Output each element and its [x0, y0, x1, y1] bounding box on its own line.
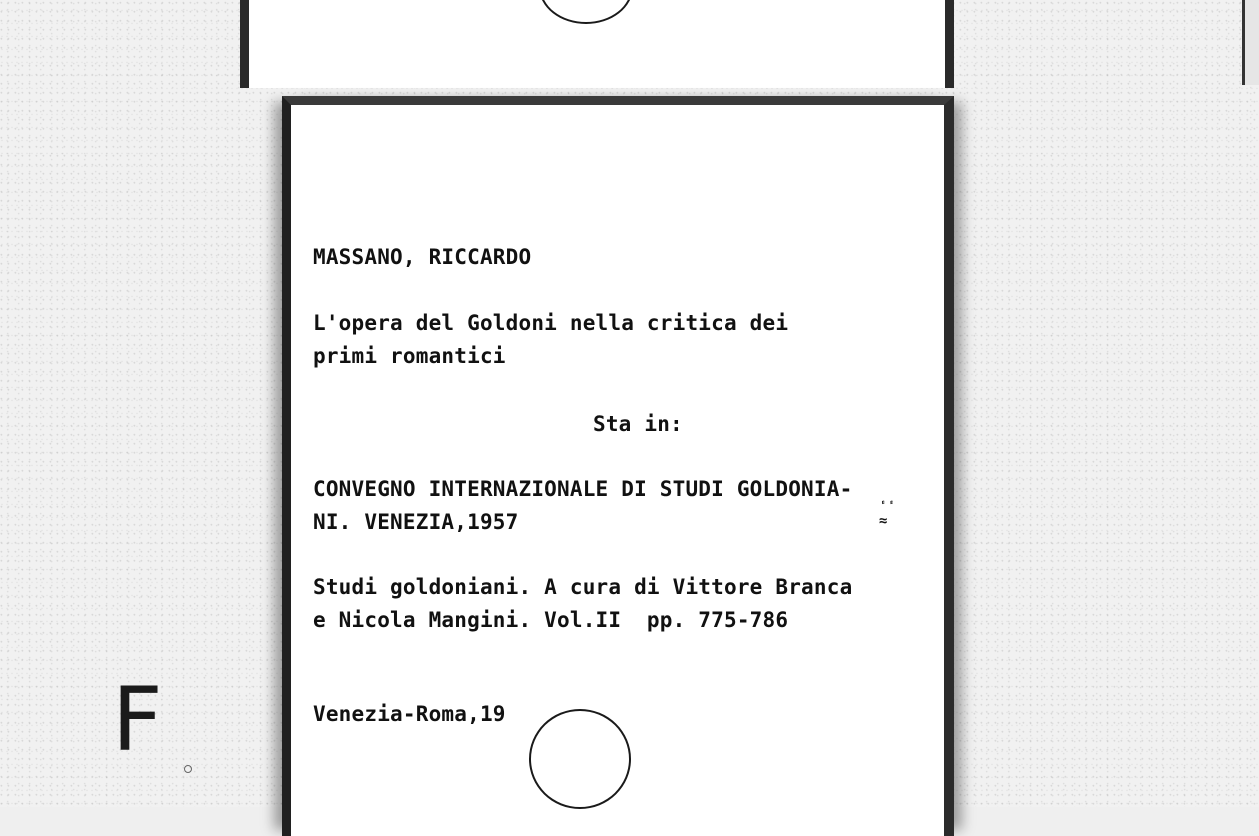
card-title-line-1: L'opera del Goldoni nella critica dei [313, 311, 789, 335]
adjacent-card-edge [1242, 0, 1259, 85]
catalog-card [282, 96, 954, 836]
card-author: MASSANO, RICCARDO [313, 245, 532, 269]
shelf-letter: F [112, 668, 163, 771]
ink-smudge [184, 765, 192, 773]
card-convegno-line-2: NI. VENEZIA,1957 [313, 510, 519, 534]
card-margin-mark: ٴٴ ≈ [879, 501, 896, 529]
card-sta-in: Sta in: [593, 412, 683, 436]
card-title-line-2: primi romantici [313, 344, 506, 368]
punch-hole-bottom [529, 709, 631, 809]
card-studi-line-2: e Nicola Mangini. Vol.II pp. 775-786 [313, 608, 789, 632]
punch-hole-top [539, 0, 633, 24]
card-convegno-line-1: CONVEGNO INTERNAZIONALE DI STUDI GOLDONIA- [313, 477, 853, 501]
card-studi-line-1: Studi goldoniani. A cura di Vittore Branca [313, 575, 853, 599]
card-place-date: Venezia-Roma,19 [313, 702, 506, 726]
previous-catalog-card [240, 0, 954, 88]
